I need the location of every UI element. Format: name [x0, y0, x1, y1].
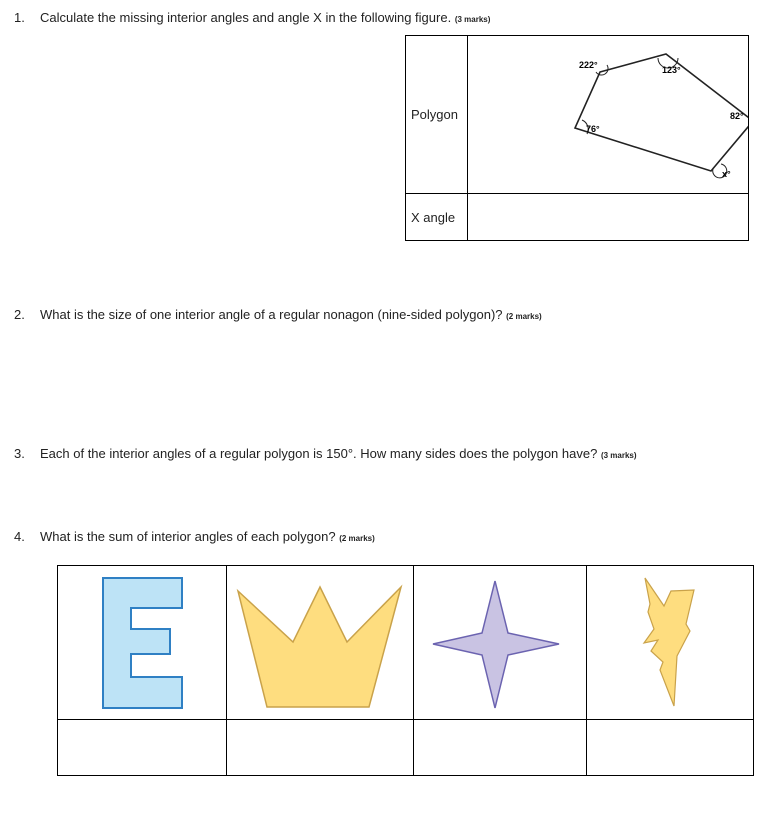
lightning-bolt-shape [587, 566, 753, 719]
letter-e-shape [58, 566, 226, 719]
question-3-number: 3. [14, 446, 25, 461]
bolt-polygon [644, 578, 694, 706]
question-2-text: What is the size of one interior angle of a regular nonagon (nine-sided polygon)? [40, 307, 503, 322]
shape-cell-bolt [587, 566, 754, 720]
question-3-text: Each of the interior angles of a regular polygon is 150°. How many sides does the polygon have? [40, 446, 598, 461]
shape-cell-e [58, 566, 227, 720]
answer-cell-star[interactable] [414, 720, 587, 776]
question-1-text: Calculate the missing interior angles and angle X in the following figure. [40, 10, 452, 25]
question-4-number: 4. [14, 529, 25, 544]
answer-cell-e[interactable] [58, 720, 227, 776]
x-angle-answer-cell[interactable] [468, 194, 749, 241]
crown-shape [227, 566, 413, 719]
question-1-number: 1. [14, 10, 25, 25]
question-4-text: What is the sum of interior angles of each polygon? [40, 529, 336, 544]
question-2 [14, 307, 542, 322]
crown-polygon [238, 587, 401, 707]
shape-cell-star [414, 566, 587, 720]
question-2-marks: (2 marks) [506, 312, 542, 321]
e-polygon [103, 578, 182, 708]
angle-label-x: x° [722, 169, 731, 179]
polygon-figure-cell [468, 36, 749, 194]
polygon-sum-table [57, 565, 754, 776]
angle-label-123: 123° [662, 65, 681, 75]
shape-cell-crown [227, 566, 414, 720]
question-3 [14, 446, 637, 461]
x-angle-label: X angle [411, 209, 456, 225]
question-3-marks: (3 marks) [600, 451, 637, 460]
angle-label-76: 76° [586, 124, 600, 134]
question-1-marks: (3 marks) [454, 15, 491, 24]
answer-cell-crown[interactable] [227, 720, 414, 776]
pentagon-figure [468, 36, 748, 193]
polygon-angle-table [405, 35, 749, 241]
question-4 [14, 529, 375, 544]
star-shape [414, 566, 586, 719]
angle-label-82: 82° [730, 111, 744, 121]
question-4-marks: (2 marks) [339, 534, 375, 543]
polygon-label: Polygon [411, 107, 458, 122]
star-polygon [433, 581, 559, 708]
angle-label-222: 222° [579, 60, 598, 70]
question-1 [14, 10, 490, 25]
question-2-number: 2. [14, 307, 25, 322]
x-angle-label-cell [406, 194, 468, 241]
answer-cell-bolt[interactable] [587, 720, 754, 776]
polygon-row-label-cell [406, 36, 468, 194]
